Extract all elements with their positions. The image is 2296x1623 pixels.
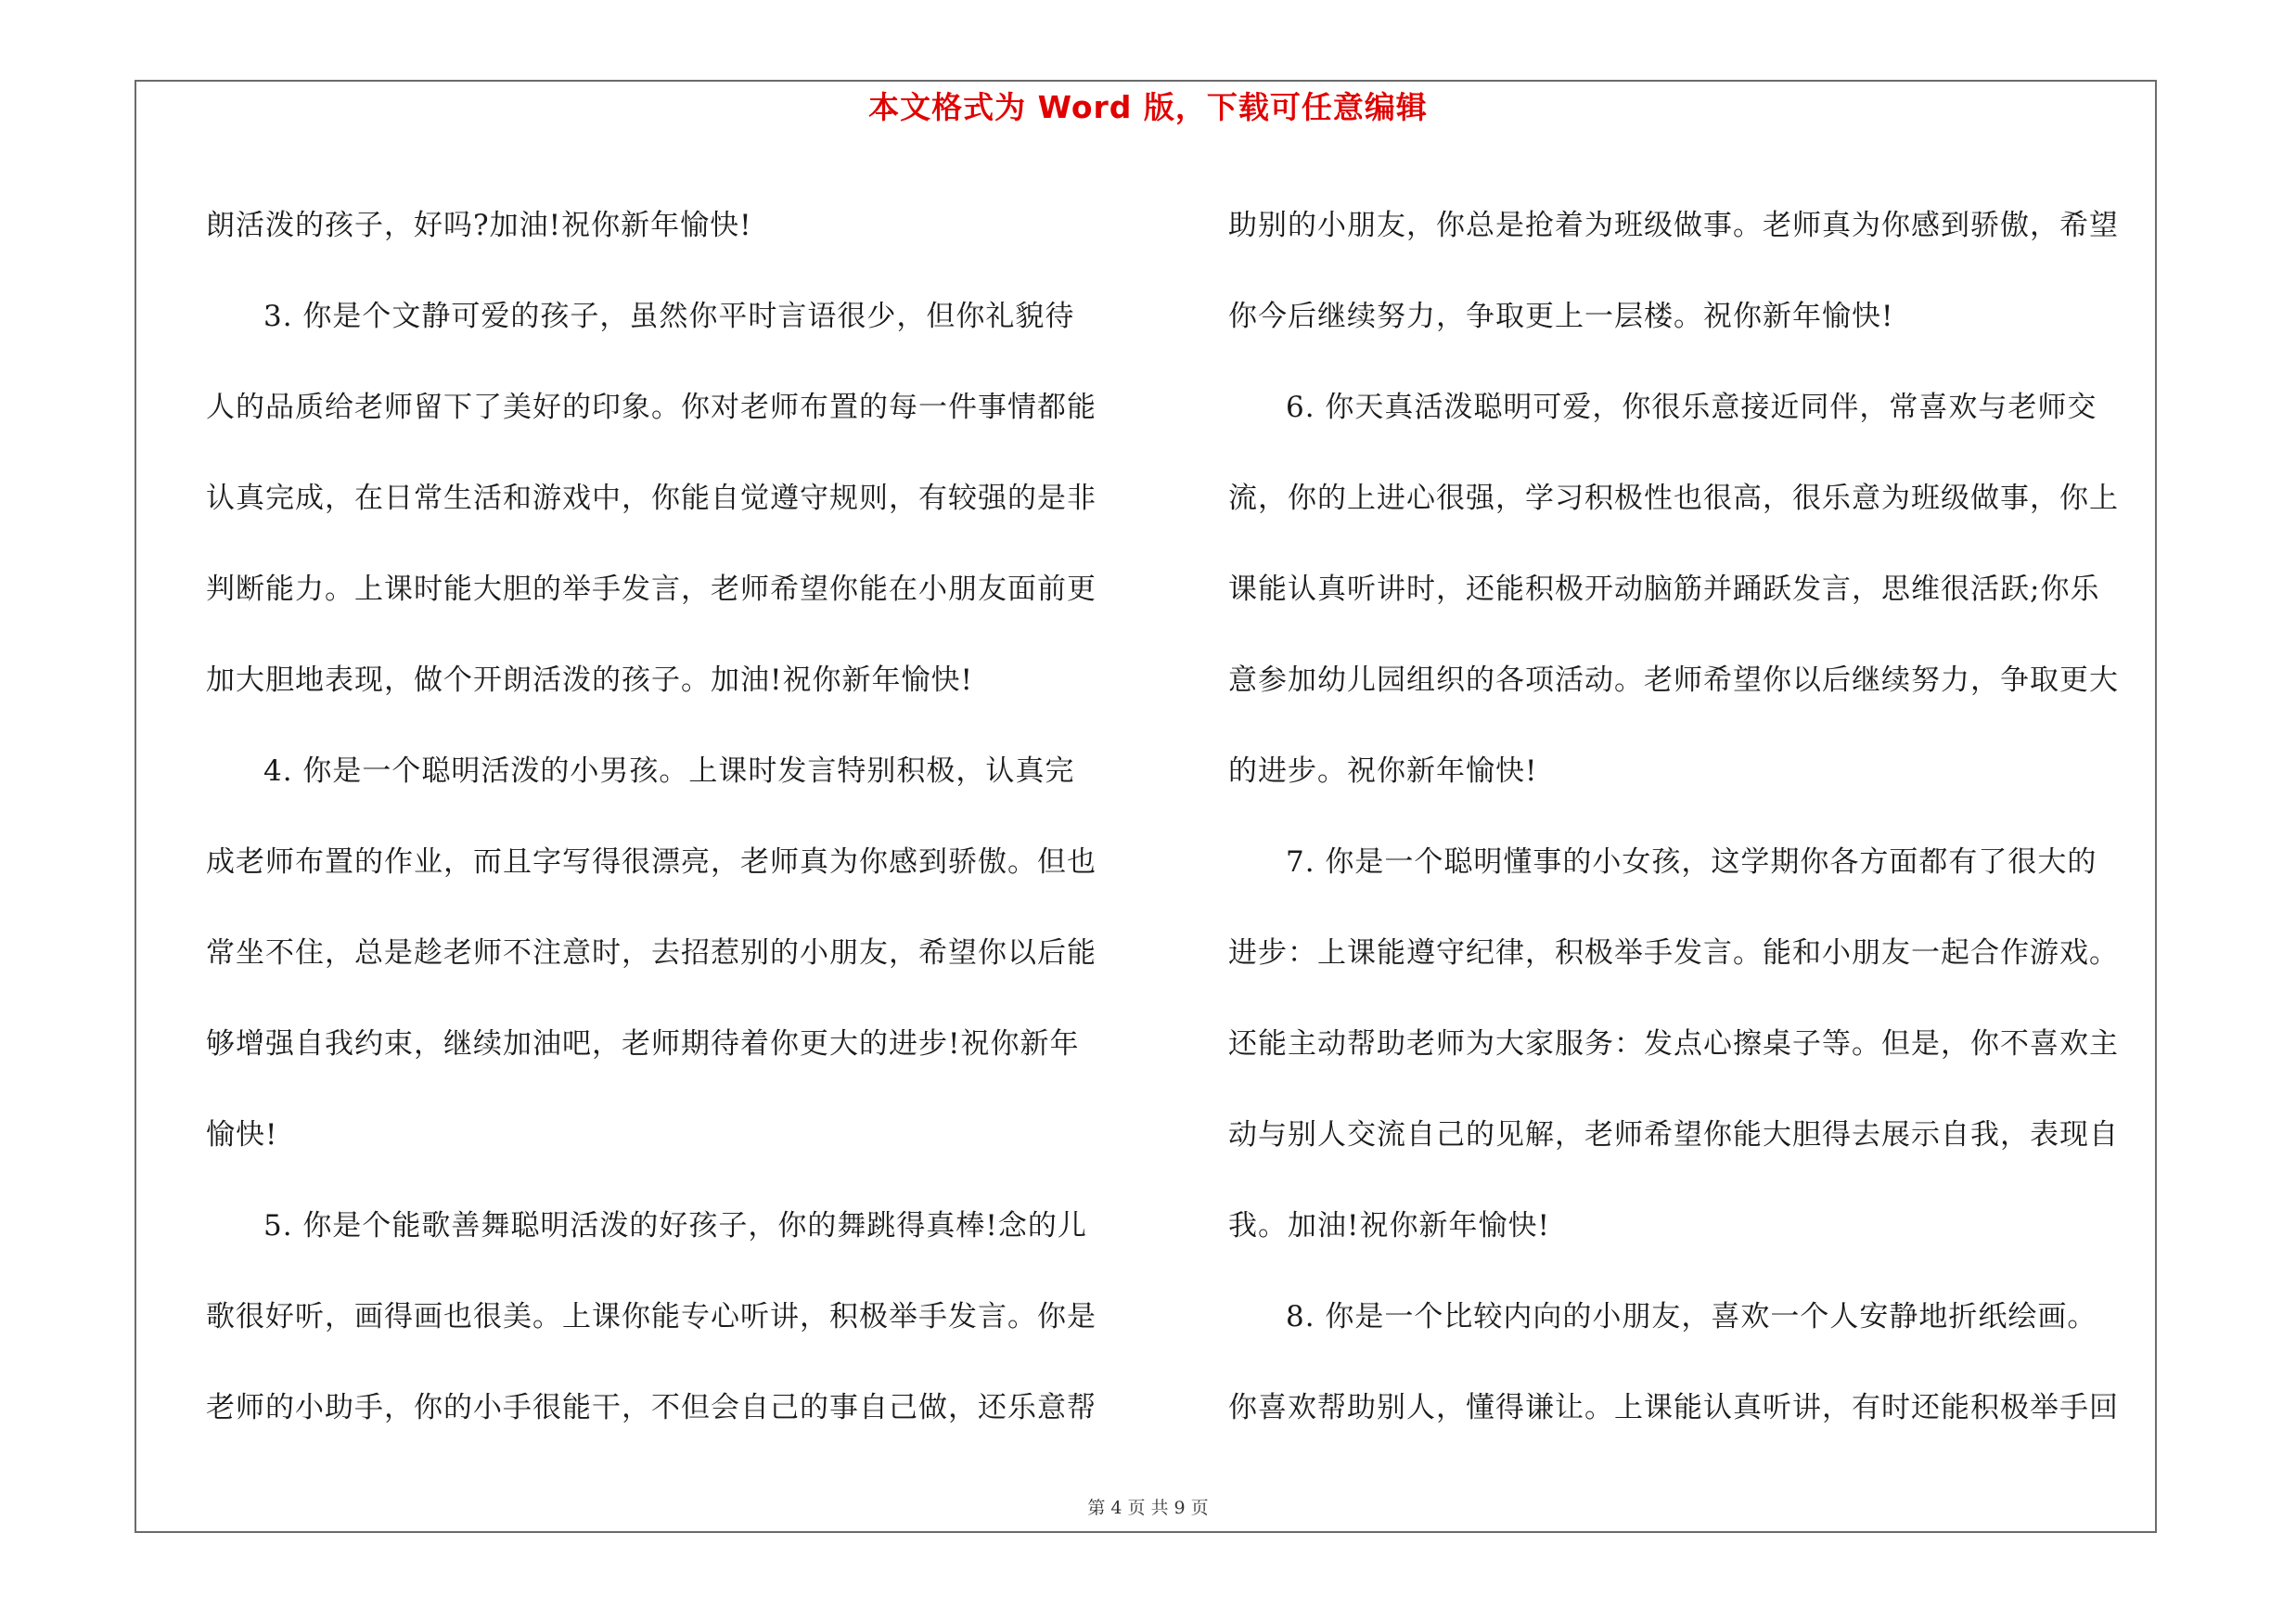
text-line: 课能认真听讲时，还能积极开动脑筋并踊跃发言，思维很活跃;你乐 <box>1228 573 2100 606</box>
text-line: 动与别人交流自己的见解，老师希望你能大胆得去展示自我，表现自 <box>1228 1118 2119 1152</box>
text-line: 助别的小朋友，你总是抢着为班级做事。老师真为你感到骄傲，希望 <box>1228 209 2119 242</box>
text-line: 意参加幼儿园组织的各项活动。老师希望你以后继续努力，争取更大 <box>1228 663 2119 697</box>
text-line: 6. 你天真活泼聪明可爱，你很乐意接近同伴，常喜欢与老师交 <box>1286 391 2097 424</box>
text-line: 认真完成，在日常生活和游戏中，你能自觉遵守规则，有较强的是非 <box>206 482 1097 515</box>
text-line: 常坐不住，总是趁老师不注意时，去招惹别的小朋友，希望你以后能 <box>206 936 1097 970</box>
text-line: 朗活泼的孩子，好吗?加油!祝你新年愉快! <box>206 209 752 242</box>
text-line: 进步：上课能遵守纪律，积极举手发言。能和小朋友一起合作游戏。 <box>1228 936 2119 970</box>
text-line: 歌很好听，画得画也很美。上课你能专心听讲，积极举手发言。你是 <box>206 1300 1097 1333</box>
text-line: 老师的小助手，你的小手很能干，不但会自己的事自己做，还乐意帮 <box>206 1391 1097 1424</box>
text-line: 你喜欢帮助别人，懂得谦让。上课能认真听讲，有时还能积极举手回 <box>1228 1391 2119 1424</box>
text-line: 4. 你是一个聪明活泼的小男孩。上课时发言特别积极，认真完 <box>263 754 1075 788</box>
page-number-footer: 第 4 页 共 9 页 <box>1087 1498 1209 1518</box>
text-line: 还能主动帮助老师为大家服务：发点心擦桌子等。但是，你不喜欢主 <box>1228 1027 2119 1061</box>
format-notice-banner: 本文格式为 Word 版，下载可任意编辑 <box>868 89 1428 125</box>
text-line: 够增强自我约束，继续加油吧，老师期待着你更大的进步!祝你新年 <box>206 1027 1080 1061</box>
text-line: 判断能力。上课时能大胆的举手发言，老师希望你能在小朋友面前更 <box>206 573 1097 606</box>
text-line: 加大胆地表现，做个开朗活泼的孩子。加油!祝你新年愉快! <box>206 663 973 697</box>
right-text-column <box>1228 180 2152 1453</box>
text-line: 流，你的上进心很强，学习积极性也很高，很乐意为班级做事，你上 <box>1228 482 2119 515</box>
text-line: 成老师布置的作业，而且字写得很漂亮，老师真为你感到骄傲。但也 <box>206 845 1097 879</box>
text-line: 你今后继续努力，争取更上一层楼。祝你新年愉快! <box>1228 300 1894 333</box>
text-line: 愉快! <box>206 1118 278 1152</box>
text-line: 7. 你是一个聪明懂事的小女孩，这学期你各方面都有了很大的 <box>1286 845 2097 879</box>
text-line: 3. 你是个文静可爱的孩子，虽然你平时言语很少，但你礼貌待 <box>263 300 1075 333</box>
text-line: 人的品质给老师留下了美好的印象。你对老师布置的每一件事情都能 <box>206 391 1097 424</box>
text-line: 5. 你是个能歌善舞聪明活泼的好孩子，你的舞跳得真棒!念的儿 <box>263 1209 1087 1243</box>
text-line: 的进步。祝你新年愉快! <box>1228 754 1538 788</box>
left-text-column <box>206 180 1130 1453</box>
text-line: 我。加油!祝你新年愉快! <box>1228 1209 1550 1243</box>
text-line: 8. 你是一个比较内向的小朋友，喜欢一个人安静地折纸绘画。 <box>1286 1300 2097 1333</box>
